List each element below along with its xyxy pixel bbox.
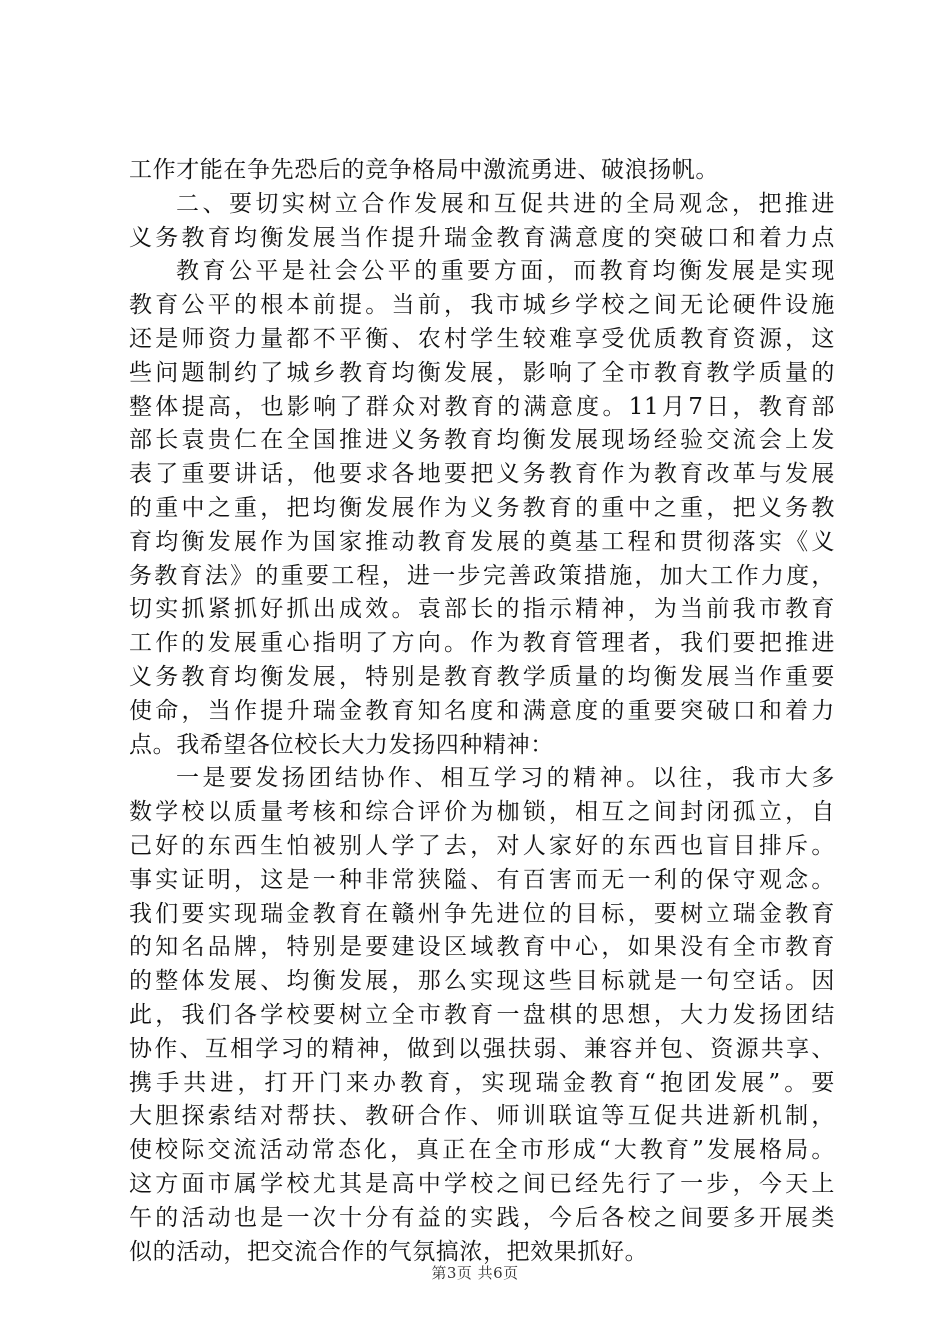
- text-line: 表了重要讲话，他要求各地要把义务教育作为教育改革与发展: [129, 461, 835, 488]
- text-line: 育均衡发展作为国家推动教育发展的奠基工程和贯彻落实《义: [129, 528, 835, 555]
- text-line: 教育公平是社会公平的重要方面，而教育均衡发展是实现: [176, 258, 835, 285]
- text-line: 的整体发展、均衡发展，那么实现这些目标就是一句空话。因: [129, 968, 835, 995]
- text-line: 教育公平的根本前提。当前，我市城乡学校之间无论硬件设施: [129, 292, 835, 319]
- text-line: 的重中之重，把均衡发展作为义务教育的重中之重，把义务教: [129, 494, 835, 521]
- text-line: 大胆探索结对帮扶、教研合作、师训联谊等互促共进新机制，: [129, 1103, 835, 1130]
- text-line: 此，我们各学校要树立全市教育一盘棋的思想，大力发扬团结: [129, 1001, 835, 1028]
- text-line: 务教育法》的重要工程，进一步完善政策措施，加大工作力度，: [129, 562, 835, 589]
- text-line: 使命，当作提升瑞金教育知名度和满意度的重要突破口和着力: [129, 697, 835, 724]
- text-line: 切实抓紧抓好抓出成效。袁部长的指示精神，为当前我市教育: [129, 596, 835, 623]
- text-line: 工作才能在争先恐后的竞争格局中激流勇进、破浪扬帆。: [129, 157, 719, 183]
- text-line: 整体提高，也影响了群众对教育的满意度。11月7日，教育部: [129, 393, 835, 420]
- text-line: 数学校以质量考核和综合评价为枷锁，相互之间封闭孤立，自: [129, 799, 835, 826]
- text-line: 一是要发扬团结协作、相互学习的精神。以往，我市大多: [176, 765, 835, 792]
- text-line: 我们要实现瑞金教育在赣州争先进位的目标，要树立瑞金教育: [129, 900, 835, 927]
- text-line: 携手共进，打开门来办教育，实现瑞金教育“抱团发展”。要: [129, 1069, 835, 1096]
- text-line: 这方面市属学校尤其是高中学校之间已经先行了一步，今天上: [129, 1170, 835, 1197]
- text-line: 似的活动，把交流合作的气氛搞浓，把效果抓好。: [129, 1238, 649, 1265]
- section-heading-line: 二、要切实树立合作发展和互促共进的全局观念，把推进: [176, 190, 835, 217]
- text-line: 工作的发展重心指明了方向。作为教育管理者，我们要把推进: [129, 630, 835, 657]
- text-line: 协作、互相学习的精神，做到以强扶弱、兼容并包、资源共享、: [129, 1035, 835, 1062]
- body-text: [129, 154, 835, 1269]
- text-line: 部长袁贵仁在全国推进义务教育均衡发展现场经验交流会上发: [129, 427, 835, 454]
- text-line: 使校际交流活动常态化，真正在全市形成“大教育”发展格局。: [129, 1137, 835, 1164]
- text-line: 午的活动也是一次十分有益的实践，今后各校之间要多开展类: [129, 1204, 835, 1231]
- text-line: 些问题制约了城乡教育均衡发展，影响了全市教育教学质量的: [129, 359, 835, 386]
- text-line: 的知名品牌，特别是要建设区域教育中心，如果没有全市教育: [129, 934, 835, 961]
- text-line: 义务教育均衡发展，特别是教育教学质量的均衡发展当作重要: [129, 663, 835, 690]
- text-line: 己好的东西生怕被别人学了去，对人家好的东西也盲目排斥。: [129, 832, 835, 859]
- text-line: 点。我希望各位校长大力发扬四种精神：: [129, 731, 554, 758]
- text-line: 事实证明，这是一种非常狭隘、有百害而无一利的保守观念。: [129, 866, 835, 893]
- text-line: 还是师资力量都不平衡、农村学生较难享受优质教育资源，这: [129, 325, 835, 352]
- section-heading-line: 义务教育均衡发展当作提升瑞金教育满意度的突破口和着力点: [129, 224, 835, 251]
- page-number-footer: 第3页 共6页: [431, 1264, 519, 1282]
